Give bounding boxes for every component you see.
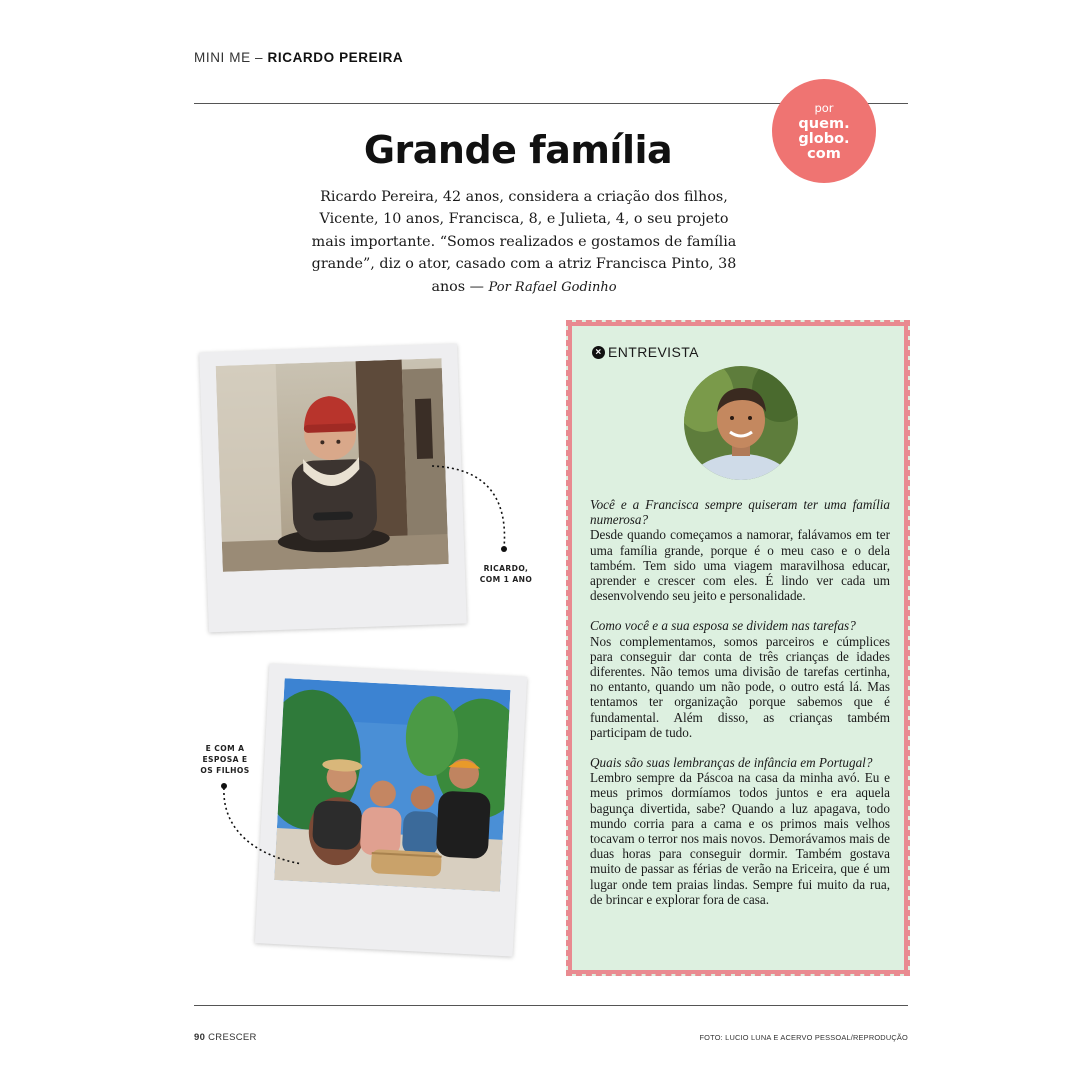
caption-family-line-3: OS FILHOS xyxy=(200,766,250,775)
baby-photo xyxy=(216,358,449,572)
baby-photo-image xyxy=(216,358,449,572)
magazine-name: CRESCER xyxy=(208,1032,257,1043)
page-number: 90 xyxy=(194,1032,206,1043)
family-photo xyxy=(274,678,510,892)
qa-item xyxy=(590,755,890,907)
caption-family xyxy=(194,743,256,776)
caption-baby xyxy=(476,563,536,585)
section-name: RICARDO PEREIRA xyxy=(267,50,404,65)
article-lede xyxy=(304,186,744,299)
byline: Por Rafael Godinho xyxy=(488,279,617,295)
photo-credit: FOTO: LUCIO LUNA E ACERVO PESSOAL/REPRODUÇÃO xyxy=(699,1033,908,1042)
footer-rule xyxy=(194,1005,908,1006)
interview-heading xyxy=(592,344,699,360)
caption-baby-line-1: RICARDO, xyxy=(483,564,529,573)
caption-pointer-2 xyxy=(216,780,306,870)
interview-heading-text: ENTREVISTA xyxy=(608,344,699,360)
interview-box xyxy=(566,320,910,976)
badge-line-2: quem. xyxy=(798,115,850,132)
badge-line-4: com xyxy=(807,145,841,162)
answer-3: Lembro sempre da Páscoa na casa da minha avó. Eu e meus primos dormíamos todos juntos e era aquela bagunça divertida, sabe? Quando a luz apagava, todo mundo corria para a cama e os primos mais velhos tocavam o terror nos mais novos. Demorávamos mais de duas horas para conseguir dormir. Também gostava muito de passar as férias de verão na Ericeira, que é um lugar onde tem praias lindas. Sempre fui muito da rua, de brincar e explorar fora de casa. xyxy=(590,770,890,907)
caption-family-line-1: E COM A xyxy=(205,744,245,753)
article-title: Grande família xyxy=(363,128,673,172)
answer-1: Desde quando começamos a namorar, falávamos em ter uma família grande, porque é o meu caso e o dela também. Tem sido uma viagem maravilhosa educar, aprender e crescer com eles. É lindo ver cada um desenvolvendo seu jeito e personalidade. xyxy=(590,527,890,604)
answer-2: Nos complementamos, somos parceiros e cúmplices para conseguir dar conta de três crianças de idades diferentes. Não temos uma divisão de tarefas certinha, no entanto, quando um não pode, o outro está lá. Mas tentamos ter organização porque sabemos que é fundamental. Além disso, as crianças também participam de tudo. xyxy=(590,633,890,740)
question-2: Como você e a sua esposa se dividem nas tarefas? xyxy=(590,618,856,634)
caption-pointer-1 xyxy=(428,460,518,560)
caption-family-line-2: ESPOSA E xyxy=(202,755,248,764)
caption-baby-line-2: COM 1 ANO xyxy=(479,575,533,584)
question-1: Você e a Francisca sempre quiseram ter uma família numerosa? xyxy=(590,497,890,528)
x-circle-icon: × xyxy=(592,346,605,359)
lede-text: Ricardo Pereira, 42 anos, considera a criação dos filhos, Vicente, 10 anos, Francisca, 8, e Julieta, 4, o seu projeto mais importante. “Somos realizados e gostamos de família grande”, diz o ator, casado com a atriz Francisca Pinto, 38 anos — xyxy=(311,189,737,295)
qa-item xyxy=(590,497,890,603)
qa-list xyxy=(590,497,890,922)
section-label xyxy=(194,50,403,65)
qa-item xyxy=(590,618,890,740)
section-prefix: MINI ME – xyxy=(194,50,264,65)
avatar xyxy=(684,366,798,480)
folio xyxy=(194,1032,257,1043)
badge-line-3: globo. xyxy=(798,130,850,147)
avatar-image xyxy=(684,366,798,480)
family-photo-image xyxy=(274,678,510,892)
polaroid-baby xyxy=(199,344,467,633)
question-3: Quais são suas lembranças de infância em Portugal? xyxy=(590,755,873,771)
badge-line-1: por xyxy=(814,100,834,115)
